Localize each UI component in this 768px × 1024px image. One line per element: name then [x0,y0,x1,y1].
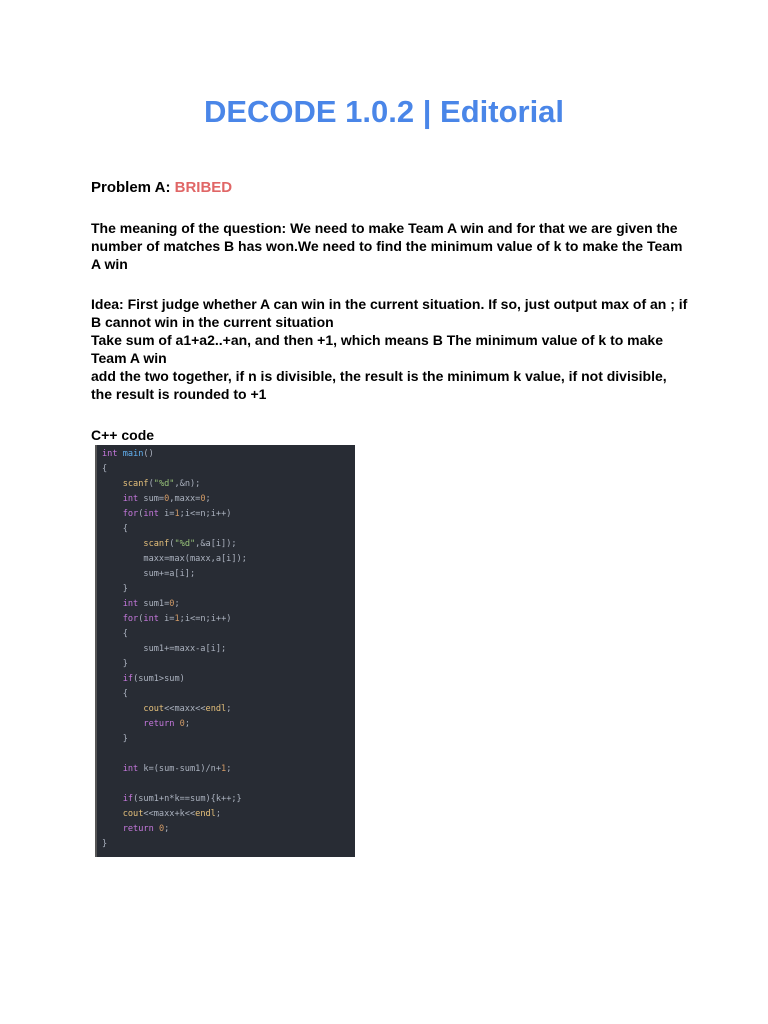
code-token: ( [138,614,144,624]
code-token: int [143,509,159,519]
idea-line: add the two together, if n is divisible, the result is the minimum k value, if not divisible, the result is rounded to +1 [91,368,667,402]
code-token: ,&a[i]); [195,539,237,549]
code-line [97,507,355,522]
code-token: <<maxx+k<< [143,809,196,819]
code-token: ; [215,809,222,819]
code-token: 0 [179,719,185,729]
code-token: ;i<=n;i++) [179,614,232,624]
code-token: ( [138,509,144,519]
code-token: sum= [138,494,165,504]
code-token [102,794,123,804]
code-line [97,567,355,582]
code-token [102,764,123,774]
code-token: ; [184,719,191,729]
code-token [102,719,143,729]
code-token: for [122,614,139,624]
code-token: i= [158,614,175,624]
code-token: cout [143,704,165,714]
code-token: scanf [122,479,149,489]
code-token: } [102,584,128,594]
code-token: scanf [143,539,170,549]
code-token: (sum1+n*k==sum){k++;} [133,794,242,804]
code-token: { [102,689,128,699]
code-token: i= [158,509,175,519]
code-token: for [122,509,139,519]
problem-name: BRIBED [174,179,233,196]
code-token: main [122,449,144,459]
code-token [102,599,123,609]
code-token: "%d" [174,539,196,549]
code-line [97,522,355,537]
idea-line: Idea: First judge whether A can win in the current situation. If so, just output max of an ; if B cannot win in the current situation [91,296,688,330]
code-line [97,552,355,567]
code-token: ; [226,704,232,714]
code-token: ; [226,764,232,774]
code-token [102,809,123,819]
code-line [97,642,355,657]
code-token: return [122,824,154,834]
code-token: { [102,629,128,639]
code-line [97,477,355,492]
code-token: { [102,524,128,534]
code-token [102,494,123,504]
code-token: int [102,449,118,459]
idea-line: Take sum of a1+a2..+an, and then +1, which means B The minimum value of k to make Team A win [91,332,663,366]
code-token: sum1= [138,599,170,609]
code-token: int [143,614,159,624]
code-line [97,462,355,477]
code-token: 0 [158,824,165,834]
code-token: endl [195,809,216,819]
code-line [97,717,355,732]
code-token: ; [164,824,170,834]
code-token [102,704,143,714]
code-token [102,479,123,489]
code-token: int [122,764,139,774]
code-token: "%d" [153,479,175,489]
code-line [97,837,355,852]
code-token [102,509,123,519]
code-line [97,492,355,507]
problem-heading [91,179,232,196]
code-token [102,539,143,549]
code-token: if [122,674,134,684]
code-line [97,777,355,792]
code-token: ( [169,539,175,549]
code-token: 0 [200,494,206,504]
code-token: } [102,839,108,849]
code-token: if [122,794,134,804]
code-token: maxx=max(maxx,a[i]); [102,554,247,564]
code-token: { [102,464,108,474]
code-token: return [143,719,175,729]
idea-paragraph [91,295,691,403]
code-token: } [102,659,128,669]
code-line [97,597,355,612]
code-token: () [143,449,154,459]
code-token [102,614,123,624]
code-line [97,747,355,762]
code-line [97,537,355,552]
code-token: 1 [174,509,180,519]
code-block [95,445,355,857]
code-line [97,612,355,627]
code-line [97,702,355,717]
code-token: int [122,599,139,609]
code-token: ;i<=n;i++) [179,509,232,519]
code-label: C++ code [91,427,155,443]
code-line [97,807,355,822]
code-line [97,822,355,837]
code-token: ( [148,479,154,489]
code-token: } [102,734,128,744]
code-token: ,maxx= [169,494,201,504]
code-line [97,627,355,642]
code-line [97,657,355,672]
code-token [102,674,123,684]
code-line [97,447,355,462]
code-line [97,792,355,807]
code-token: cout [122,809,144,819]
code-token: 1 [174,614,180,624]
page-title: DECODE 1.0.2 | Editorial [203,94,565,129]
code-token: 0 [169,599,175,609]
problem-label: Problem A: [91,179,175,196]
code-token: 0 [164,494,170,504]
code-token: sum1+=maxx-a[i]; [102,644,227,654]
code-token: 1 [221,764,227,774]
code-token: k=(sum-sum1)/n+ [138,764,222,774]
code-line [97,732,355,747]
code-token: ,&n); [174,479,201,489]
code-token: (sum1>sum) [133,674,185,684]
code-line [97,672,355,687]
code-token: ; [174,599,180,609]
code-token [102,824,123,834]
code-line [97,762,355,777]
code-token: ; [205,494,211,504]
code-token: sum+=a[i]; [102,569,196,579]
code-line [97,687,355,702]
code-token: endl [205,704,227,714]
code-token: int [122,494,139,504]
meaning-paragraph: The meaning of the question: We need to make Team A win and for that we are given the number of matches B has won.We need to find the minimum value of k to make the Team A win [91,220,683,272]
code-line [97,582,355,597]
code-token: <<maxx<< [164,704,206,714]
